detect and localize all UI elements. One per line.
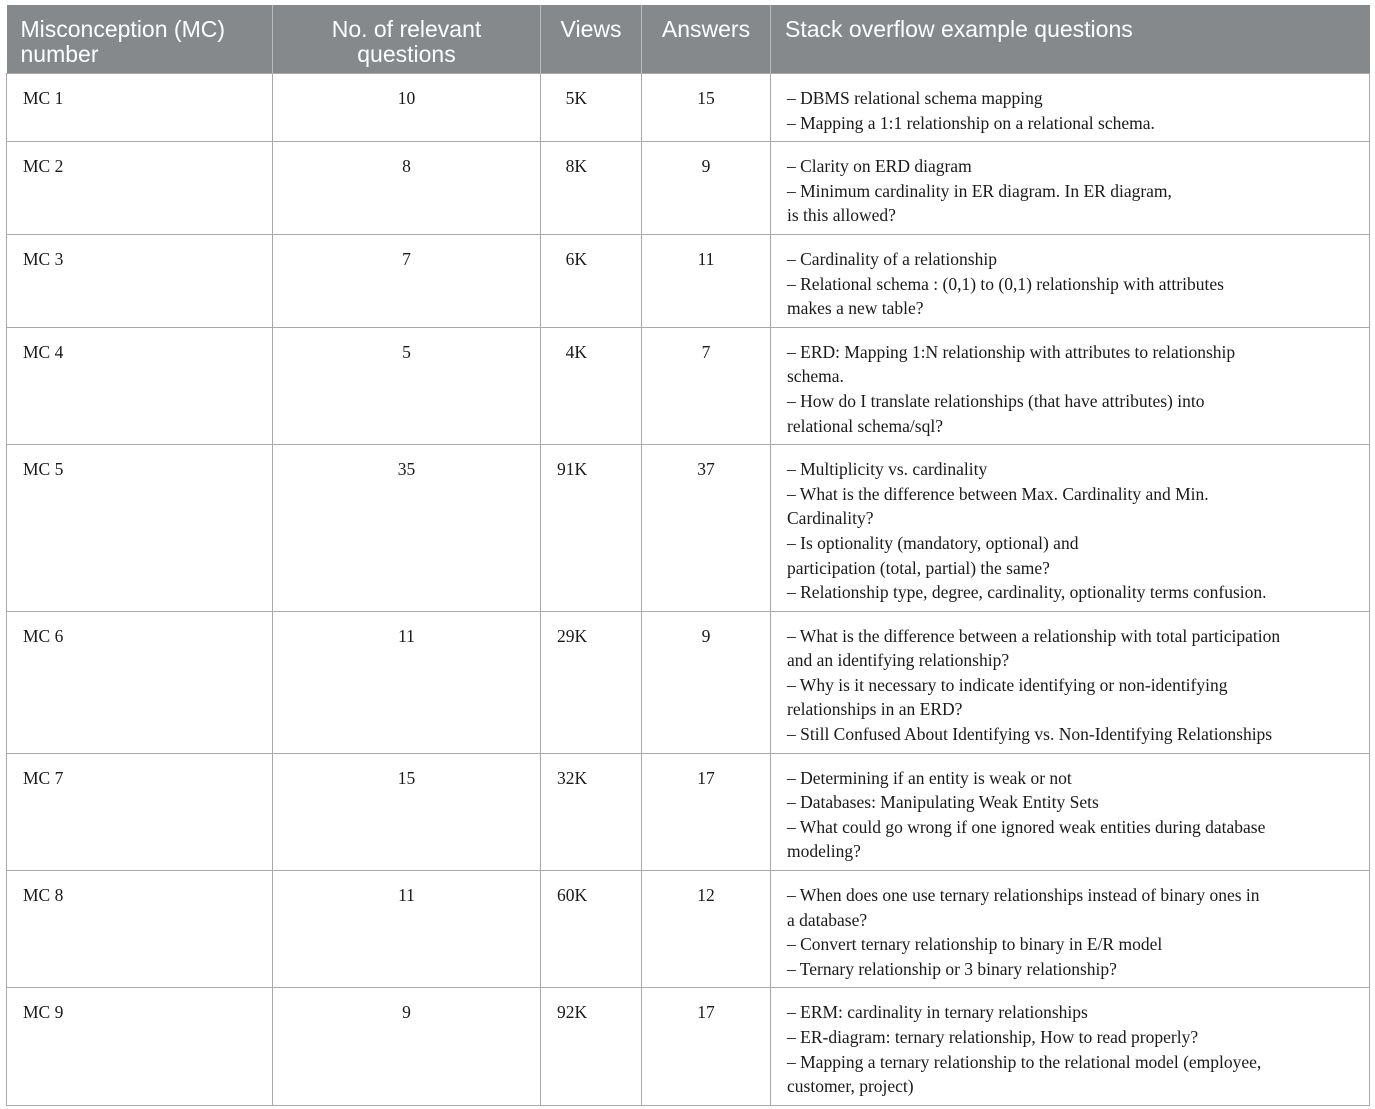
example-question-line: is this allowed?	[787, 205, 896, 226]
relevant-questions-cell: 15	[273, 753, 541, 870]
example-question-line: – Relational schema : (0,1) to (0,1) relationship with attributes	[787, 273, 1224, 294]
mc-number-cell: MC 1	[7, 74, 273, 142]
example-question-line: – Determining if an entity is weak or not	[787, 767, 1072, 788]
example-question-line: – How do I translate relationships (that have attributes) into	[787, 390, 1205, 411]
header-relevant-questions: No. of relevant questions	[273, 5, 541, 74]
example-question-line: – What is the difference between Max. Cardinality and Min.	[787, 483, 1209, 504]
example-question-line: – ERM: cardinality in ternary relationships	[787, 1002, 1088, 1023]
answers-cell: 17	[642, 753, 771, 870]
example-question-line: – Is optionality (mandatory, optional) and	[787, 532, 1079, 553]
example-question-line: – Why is it necessary to indicate identifying or non-identifying	[787, 674, 1228, 695]
views-cell: 60K	[541, 871, 642, 988]
answers-cell: 37	[642, 445, 771, 612]
relevant-questions-cell: 11	[273, 871, 541, 988]
example-question-line: – ER-diagram: ternary relationship, How to read properly?	[787, 1027, 1199, 1047]
relevant-questions-cell: 10	[273, 74, 541, 142]
example-question-line: schema.	[787, 366, 844, 387]
mc-number-cell: MC 4	[7, 327, 273, 444]
example-question-line: makes a new table?	[787, 298, 924, 319]
header-views: Views	[541, 5, 642, 74]
example-questions-cell	[771, 74, 1370, 142]
answers-cell: 11	[642, 234, 771, 327]
views-cell: 91K	[541, 445, 642, 612]
example-question-line: – ERD: Mapping 1:N relationship with attributes to relationship	[787, 341, 1236, 362]
answers-cell: 9	[642, 611, 771, 753]
header-mc-number: Misconception (MC) number	[7, 5, 273, 74]
relevant-questions-cell: 11	[273, 611, 541, 753]
example-question-line: modeling?	[787, 841, 861, 862]
relevant-questions-cell: 8	[273, 142, 541, 235]
header-example-questions: Stack overflow example questions	[771, 5, 1370, 74]
views-cell: 8K	[541, 142, 642, 235]
table-body	[7, 74, 1370, 1106]
example-question-line: – DBMS relational schema mapping	[787, 88, 1043, 108]
example-question-line: participation (total, partial) the same?	[787, 557, 1050, 578]
table-row	[7, 234, 1370, 327]
example-question-line: – What is the difference between a relationship with total participation	[787, 625, 1281, 646]
relevant-questions-cell: 35	[273, 445, 541, 612]
views-cell: 5K	[541, 74, 642, 142]
mc-number-cell: MC 6	[7, 611, 273, 753]
table-row	[7, 988, 1370, 1105]
example-question-line: – Multiplicity vs. cardinality	[787, 459, 988, 480]
misconception-table	[6, 5, 1370, 1106]
header-answers: Answers	[642, 5, 771, 74]
views-cell: 32K	[541, 753, 642, 870]
example-question-line: – What could go wrong if one ignored weak entities during database	[787, 816, 1266, 837]
views-cell: 6K	[541, 234, 642, 327]
mc-number-cell: MC 7	[7, 753, 273, 870]
answers-cell: 12	[642, 871, 771, 988]
table-row	[7, 142, 1370, 235]
example-questions-cell	[771, 327, 1370, 444]
relevant-questions-cell: 7	[273, 234, 541, 327]
example-question-line: relational schema/sql?	[787, 415, 943, 436]
example-question-line: relationships in an ERD?	[787, 699, 963, 720]
example-question-line: and an identifying relationship?	[787, 650, 1010, 671]
example-questions-cell	[771, 871, 1370, 988]
answers-cell: 17	[642, 988, 771, 1105]
example-question-line: customer, project)	[787, 1076, 914, 1097]
example-question-line: – When does one use ternary relationships instead of binary ones in	[787, 885, 1260, 906]
relevant-questions-cell: 9	[273, 988, 541, 1105]
table-row	[7, 753, 1370, 870]
header-row	[7, 5, 1370, 74]
mc-number-cell: MC 8	[7, 871, 273, 988]
example-questions-cell	[771, 753, 1370, 870]
example-questions-cell	[771, 611, 1370, 753]
example-question-line: – Mapping a 1:1 relationship on a relational schema.	[787, 112, 1155, 133]
example-question-line: – Cardinality of a relationship	[787, 248, 997, 269]
table-row	[7, 611, 1370, 753]
answers-cell: 15	[642, 74, 771, 142]
example-question-line: – Still Confused About Identifying vs. Non-Identifying Relationships	[787, 724, 1273, 745]
mc-number-cell: MC 3	[7, 234, 273, 327]
table-row	[7, 327, 1370, 444]
example-question-line: – Databases: Manipulating Weak Entity Sets	[787, 792, 1099, 813]
example-questions-cell	[771, 445, 1370, 612]
example-question-line: – Clarity on ERD diagram	[787, 156, 972, 177]
example-question-line: – Minimum cardinality in ER diagram. In ER diagram,	[787, 180, 1172, 201]
answers-cell: 9	[642, 142, 771, 235]
mc-number-cell: MC 2	[7, 142, 273, 235]
answers-cell: 7	[642, 327, 771, 444]
example-questions-cell	[771, 234, 1370, 327]
table-row	[7, 445, 1370, 612]
example-question-line: – Mapping a ternary relationship to the relational model (employee,	[787, 1051, 1262, 1072]
example-question-line: a database?	[787, 909, 868, 930]
table-header	[7, 5, 1370, 74]
views-cell: 4K	[541, 327, 642, 444]
example-question-line: – Convert ternary relationship to binary in E/R model	[787, 934, 1163, 955]
table-row	[7, 74, 1370, 142]
mc-number-cell: MC 9	[7, 988, 273, 1105]
views-cell: 29K	[541, 611, 642, 753]
example-questions-cell	[771, 988, 1370, 1105]
example-questions-cell	[771, 142, 1370, 235]
relevant-questions-cell: 5	[273, 327, 541, 444]
example-question-line: Cardinality?	[787, 508, 874, 529]
mc-number-cell: MC 5	[7, 445, 273, 612]
example-question-line: – Relationship type, degree, cardinality, optionality terms confusion.	[787, 582, 1267, 603]
views-cell: 92K	[541, 988, 642, 1105]
example-question-line: – Ternary relationship or 3 binary relationship?	[787, 958, 1117, 979]
table-row	[7, 871, 1370, 988]
